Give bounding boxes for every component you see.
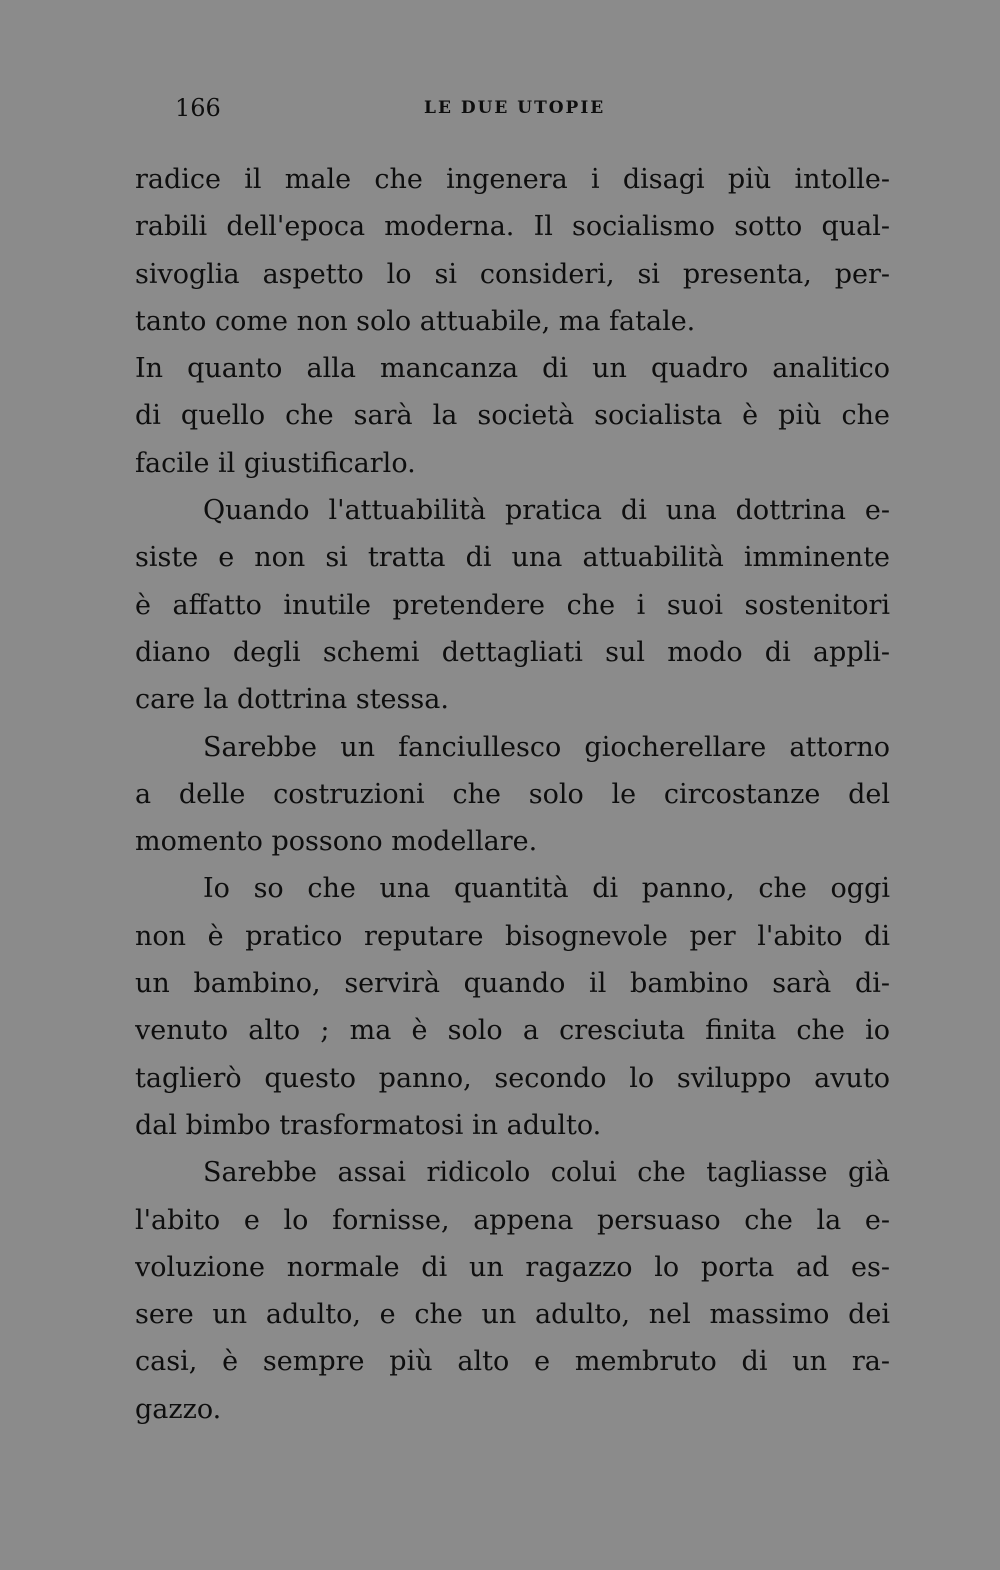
running-title: LE DUE UTOPIE [424,98,606,118]
text-line: non è pratico reputare bisognevole per l'abito di [135,920,890,952]
text-line: sivoglia aspetto lo si consideri, si presenta, per- [135,258,890,290]
text-line: di quello che sarà la società socialista è più che [135,400,890,432]
text-line: gazzo. [135,1393,222,1425]
text-line: In quanto alla mancanza di un quadro analitico [135,353,890,385]
text-line: care la dottrina stessa. [135,684,449,716]
page-number: 166 [175,94,221,122]
text-line: facile il giustificarlo. [135,447,416,479]
text-line: è affatto inutile pretendere che i suoi sostenitori [135,589,890,621]
text-line: siste e non si tratta di una attuabilità imminente [135,542,890,574]
text-line: un bambino, servirà quando il bambino sarà di- [135,968,890,1000]
text-line: casi, è sempre più alto e membruto di un ra- [135,1346,890,1378]
text-line: taglierò questo panno, secondo lo sviluppo avuto [135,1062,890,1094]
text-line: Sarebbe un fanciullesco giocherellare attorno [203,731,890,763]
text-line: venuto alto ; ma è solo a cresciuta finita che io [135,1015,890,1047]
text-line: sere un adulto, e che un adulto, nel massimo dei [135,1299,890,1331]
text-line: dal bimbo trasformatosi in adulto. [135,1109,602,1141]
text-line: diano degli schemi dettagliati sul modo di appli- [135,636,890,668]
text-line: Quando l'attuabilità pratica di una dottrina e- [203,495,890,527]
text-line: l'abito e lo fornisse, appena persuaso che la e- [135,1204,890,1236]
text-line: momento possono modellare. [135,826,538,858]
text-line: voluzione normale di un ragazzo lo porta ad es- [135,1251,890,1283]
text-line: radice il male che ingenera i disagi più intolle- [135,164,890,195]
text-line: Sarebbe assai ridicolo colui che tagliasse già [203,1157,890,1189]
text-line: tanto come non solo attuabile, ma fatale. [135,305,696,337]
text-line: Io so che una quantità di panno, che oggi [203,873,890,905]
text-line: rabili dell'epoca moderna. Il socialismo sotto qual- [135,211,890,243]
text-line: a delle costruzioni che solo le circostanze del [135,778,890,810]
body-text [135,156,890,1433]
page-header [0,94,1000,134]
